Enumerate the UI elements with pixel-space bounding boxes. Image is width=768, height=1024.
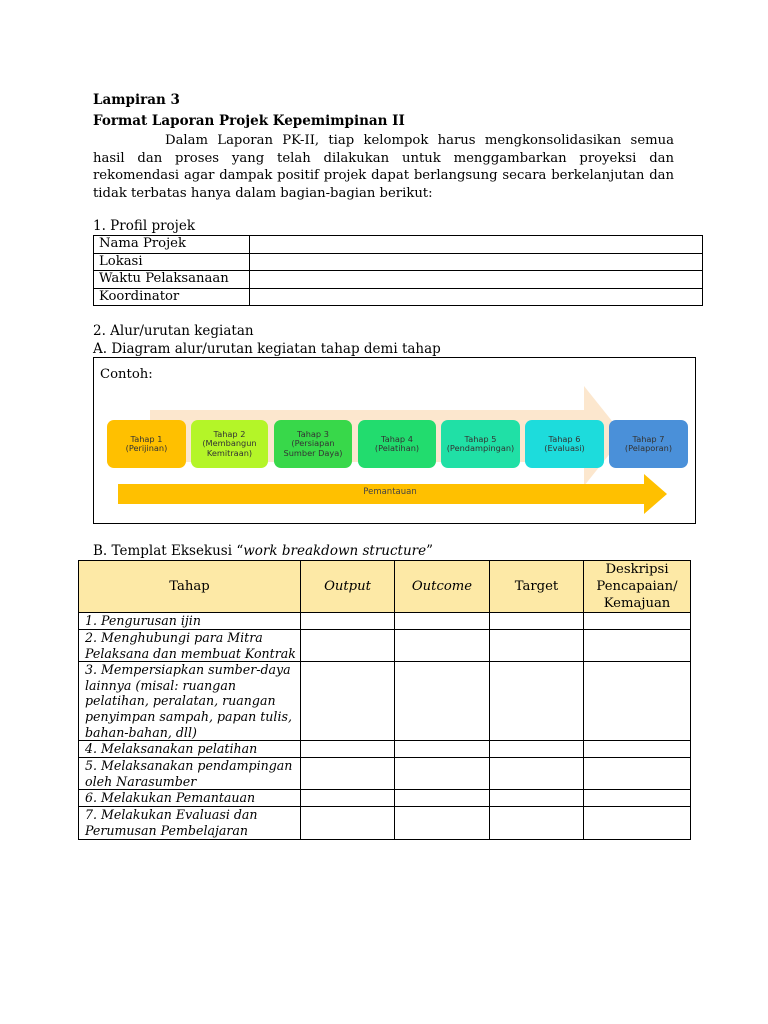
step-3: Tahap 3 (Persiapan Sumber Daya) [274, 420, 352, 468]
step-2: Tahap 2 (Membangun Kemitraan) [191, 420, 268, 468]
header-tahap: Tahap [79, 561, 301, 613]
profile-value[interactable] [250, 236, 703, 254]
example-label: Contoh: [100, 367, 153, 382]
outcome-cell[interactable] [395, 613, 490, 630]
deskripsi-cell[interactable] [584, 630, 691, 662]
step-1: Tahap 1 (Perijinan) [107, 420, 186, 468]
target-cell[interactable] [490, 758, 584, 790]
tahap-cell: 1. Pengurusan ijin [79, 613, 301, 630]
deskripsi-cell[interactable] [584, 741, 691, 758]
output-cell[interactable] [301, 790, 395, 807]
step-6: Tahap 6 (Evaluasi) [525, 420, 604, 468]
table-row [79, 613, 691, 630]
profile-label: Lokasi [94, 253, 250, 271]
tahap-cell: 2. Menghubungi para Mitra Pelaksana dan membuat Kontrak [79, 630, 301, 662]
output-cell[interactable] [301, 613, 395, 630]
step-4: Tahap 4 (Pelatihan) [358, 420, 436, 468]
step-7: Tahap 7 (Pelaporan) [609, 420, 688, 468]
section-2a-title: A. Diagram alur/urutan kegiatan tahap demi tahap [93, 341, 441, 357]
outcome-cell[interactable] [395, 790, 490, 807]
document-title: Format Laporan Projek Kepemimpinan II [93, 113, 405, 129]
monitoring-label: Pemantauan [363, 487, 417, 497]
profile-value[interactable] [250, 271, 703, 289]
wbs-table [78, 560, 691, 840]
step-5: Tahap 5 (Pendampingan) [441, 420, 520, 468]
outcome-cell[interactable] [395, 630, 490, 662]
target-cell[interactable] [490, 662, 584, 741]
section-2b-italic: work breakdown structure [243, 543, 427, 559]
outcome-cell[interactable] [395, 758, 490, 790]
tahap-cell: 4. Melaksanakan pelatihan [79, 741, 301, 758]
header-deskripsi: Deskripsi Pencapaian/ Kemajuan [584, 561, 691, 613]
deskripsi-cell[interactable] [584, 613, 691, 630]
profile-table [93, 235, 703, 306]
output-cell[interactable] [301, 630, 395, 662]
wbs-header-row [79, 561, 691, 613]
profile-value[interactable] [250, 288, 703, 306]
target-cell[interactable] [490, 741, 584, 758]
outcome-cell[interactable] [395, 741, 490, 758]
header-target: Target [490, 561, 584, 613]
deskripsi-cell[interactable] [584, 807, 691, 839]
table-row [79, 807, 691, 839]
section-2b-suffix: ” [426, 543, 434, 559]
deskripsi-cell[interactable] [584, 790, 691, 807]
section-2-title: 2. Alur/urutan kegiatan [93, 323, 254, 339]
tahap-cell: 3. Mempersiapkan sumber-daya lainnya (misal: ruangan pelatihan, peralatan, ruangan penyimpan sampah, papan tulis, bahan-bahan, dll) [79, 662, 301, 741]
target-cell[interactable] [490, 630, 584, 662]
tahap-cell: 7. Melakukan Evaluasi dan Perumusan Pembelajaran [79, 807, 301, 839]
profile-label: Nama Projek [94, 236, 250, 254]
deskripsi-cell[interactable] [584, 662, 691, 741]
table-row [94, 253, 703, 271]
table-row [79, 758, 691, 790]
profile-label: Koordinator [94, 288, 250, 306]
table-row [79, 741, 691, 758]
output-cell[interactable] [301, 758, 395, 790]
profile-label: Waktu Pelaksanaan [94, 271, 250, 289]
section-1-title: 1. Profil projek [93, 218, 196, 234]
output-cell[interactable] [301, 741, 395, 758]
table-row [94, 236, 703, 254]
section-2b-title [93, 543, 433, 559]
tahap-cell: 6. Melakukan Pemantauan [79, 790, 301, 807]
table-row [79, 630, 691, 662]
section-2b-prefix: B. Templat Eksekusi “ [93, 543, 244, 559]
header-outcome: Outcome [395, 561, 490, 613]
target-cell[interactable] [490, 613, 584, 630]
outcome-cell[interactable] [395, 662, 490, 741]
target-cell[interactable] [490, 807, 584, 839]
intro-paragraph: Dalam Laporan PK-II, tiap kelompok harus mengkonsolidasikan semua hasil dan proses yang telah dilakukan untuk menggambarkan proyeksi dan rekomendasi agar dampak positif projek dapat berlangsung secara berkelanjutan dan tidak terbatas hanya dalam bagian-bagian berikut: [93, 133, 674, 201]
table-row [79, 790, 691, 807]
tahap-cell: 5. Melaksanakan pendampingan oleh Narasumber [79, 758, 301, 790]
deskripsi-cell[interactable] [584, 758, 691, 790]
output-cell[interactable] [301, 807, 395, 839]
lampiran-label: Lampiran 3 [93, 92, 180, 108]
output-cell[interactable] [301, 662, 395, 741]
target-cell[interactable] [490, 790, 584, 807]
outcome-cell[interactable] [395, 807, 490, 839]
table-row [94, 271, 703, 289]
table-row [79, 662, 691, 741]
profile-value[interactable] [250, 253, 703, 271]
header-output: Output [301, 561, 395, 613]
table-row [94, 288, 703, 306]
